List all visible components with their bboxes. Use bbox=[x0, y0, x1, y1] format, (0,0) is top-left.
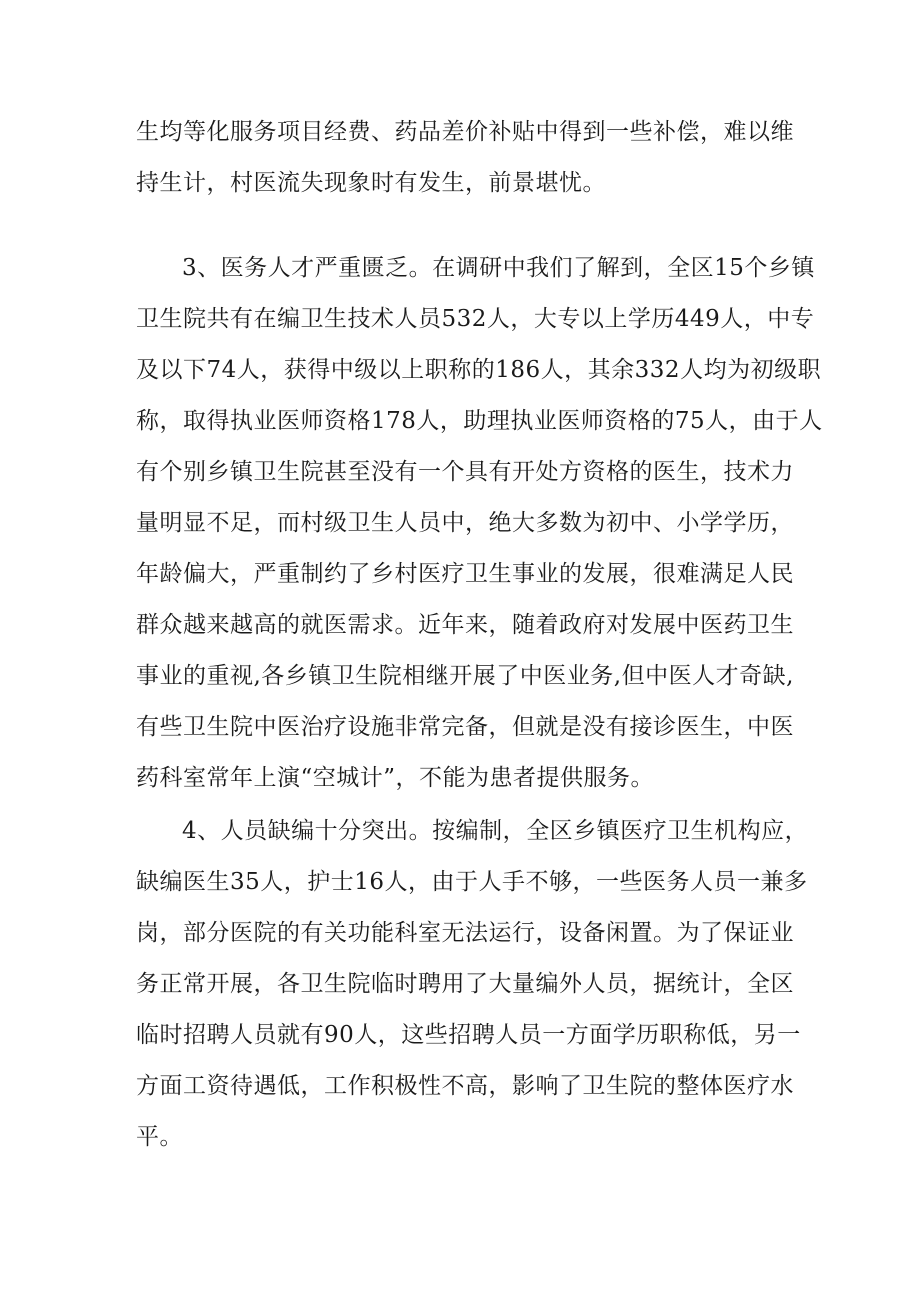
text-line: 务正常开展，各卫生院临时聘用了大量编外人员，据统计，全区 bbox=[136, 971, 794, 997]
text-line: 临时招聘人员就有90人，这些招聘人员一方面学历职称低，另一 bbox=[136, 1022, 801, 1048]
text-line: 群众越来越高的就医需求。近年来，随着政府对发展中医药卫生 bbox=[136, 612, 794, 638]
text-line: 量明显不足，而村级卫生人员中，绝大多数为初中、小学学历， bbox=[136, 510, 794, 536]
text-line: 岗，部分医院的有关功能科室无法运行，设备闲置。为了保证业 bbox=[136, 920, 794, 946]
text-line: 有个别乡镇卫生院甚至没有一个具有开处方资格的医生，技术力 bbox=[136, 459, 794, 485]
text-line: 方面工资待遇低，工作积极性不高，影响了卫生院的整体医疗水 bbox=[136, 1073, 794, 1099]
text-line: 年龄偏大，严重制约了乡村医疗卫生事业的发展，很难满足人民 bbox=[136, 561, 794, 587]
text-line: 4、人员缺编十分突出。按编制，全区乡镇医疗卫生机构应， bbox=[182, 818, 809, 844]
text-line: 3、医务人才严重匮乏。在调研中我们了解到，全区15个乡镇 bbox=[182, 255, 815, 281]
text-line: 药科室常年上演“空城计”，不能为患者提供服务。 bbox=[136, 765, 655, 791]
paragraph-staff-shortage bbox=[136, 806, 809, 1163]
text-line: 称，取得执业医师资格178人，助理执业医师资格的75人，由于人 bbox=[136, 408, 823, 434]
text-line: 有些卫生院中医治疗设施非常完备，但就是没有接诊医生，中医 bbox=[136, 714, 794, 740]
paragraph-medical-talent bbox=[136, 243, 823, 804]
text-line: 生均等化服务项目经费、药品差价补贴中得到一些补偿，难以维 bbox=[136, 119, 794, 145]
text-line: 事业的重视,各乡镇卫生院相继开展了中医业务,但中医人才奇缺, bbox=[136, 663, 794, 689]
text-line: 平。 bbox=[136, 1124, 183, 1150]
text-line: 及以下74人，获得中级以上职称的186人，其余332人均为初级职 bbox=[136, 357, 822, 383]
text-line: 缺编医生35人，护士16人，由于人手不够，一些医务人员一兼多 bbox=[136, 869, 808, 895]
text-line: 卫生院共有在编卫生技术人员532人，大专以上学历449人，中专 bbox=[136, 306, 815, 332]
text-line: 持生计，村医流失现象时有发生，前景堪忧。 bbox=[136, 170, 606, 196]
paragraph-continuation bbox=[136, 107, 794, 209]
